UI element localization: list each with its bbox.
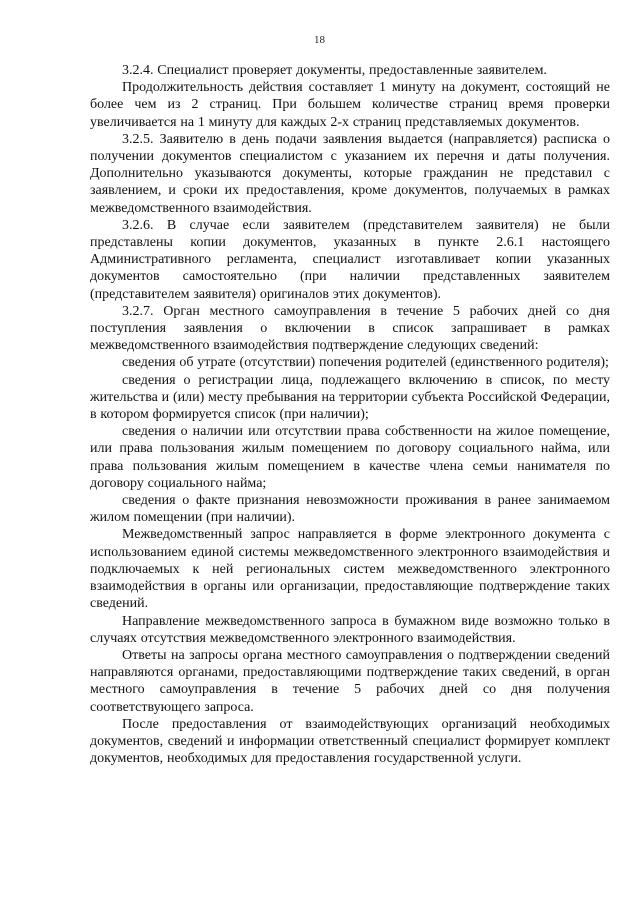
list-item-registration: сведения о регистрации лица, подлежащего включению в список, по месту жительства и (или) месту пребывания на территории субъекта Российской Федерации, в котором формируется список (при наличии);: [90, 372, 610, 423]
paragraph-paper-request: Направление межведомственного запроса в бумажном виде возможно только в случаях отсутствия межведомственного электронного взаимодействия.: [90, 613, 610, 646]
paragraph-duration: Продолжительность действия составляет 1 минуту на документ, состоящий не более чем из 2 страниц. При большем количестве страниц время проверки увеличивается на 1 минуту для каждых 2-х страниц представляемых документов.: [90, 80, 610, 130]
paragraph-responses: Ответы на запросы органа местного самоуправления о подтверждении сведений направляются органами, предоставляющими подтверждение таких сведений, в орган местного самоуправления в течение 5 рабочих дней со дня получения соответствующего запроса.: [90, 647, 610, 715]
paragraph-document-package: После предоставления от взаимодействующих организаций необходимых документов, сведений и информации ответственный специалист формирует комплект документов, необходимых для предоставления государственной услуги.: [90, 716, 610, 767]
list-item-housing: сведения о факте признания невозможности проживания в ранее занимаемом жилом помещении (при наличии).: [90, 493, 610, 526]
document-body: [90, 62, 610, 767]
paragraph-interagency-request: Межведомственный запрос направляется в форме электронного документа с использованием единой системы межведомственного электронного взаимодействия и подключаемых к ней региональных систем межведомственного электронного взаимодействия в органы или организации, предоставляющие подтверждение таких сведений.: [90, 527, 610, 612]
paragraph-3-2-5: 3.2.5. Заявителю в день подачи заявления выдается (направляется) расписка о получении документов специалистом с указанием их перечня и даты получения. Дополнительно указываются документы, которые гражданин не представил с заявлением, и сроки их предоставления, кроме документов, получаемых в рамках межведомственного взаимодействия.: [90, 131, 610, 216]
paragraph-3-2-7: 3.2.7. Орган местного самоуправления в течение 5 рабочих дней со дня поступления заявления о включении в список запрашивает в рамках межведомственного взаимодействия подтверждение следующих сведений:: [90, 303, 610, 354]
page-number: 18: [314, 34, 325, 46]
paragraph-3-2-4: 3.2.4. Специалист проверяет документы, предоставленные заявителем.: [122, 63, 547, 78]
paragraph-3-2-6: 3.2.6. В случае если заявителем (представителем заявителя) не были представлены копии документов, указанных в пункте 2.6.1 настоящего Административного регламента, специалист изготавливает копии указанных документов самостоятельно (при наличии представленных заявителем (представителем заявителя) оригиналов этих документов).: [90, 217, 610, 302]
list-item-guardianship: сведения об утрате (отсутствии) попечения родителей (единственного родителя);: [122, 355, 609, 371]
list-item-property: сведения о наличии или отсутствии права собственности на жилое помещение, или права пользования жилым помещением по договору социального найма, или права пользования жилым помещением в качестве члена семьи нанимателя по договору социального найма;: [90, 424, 610, 491]
